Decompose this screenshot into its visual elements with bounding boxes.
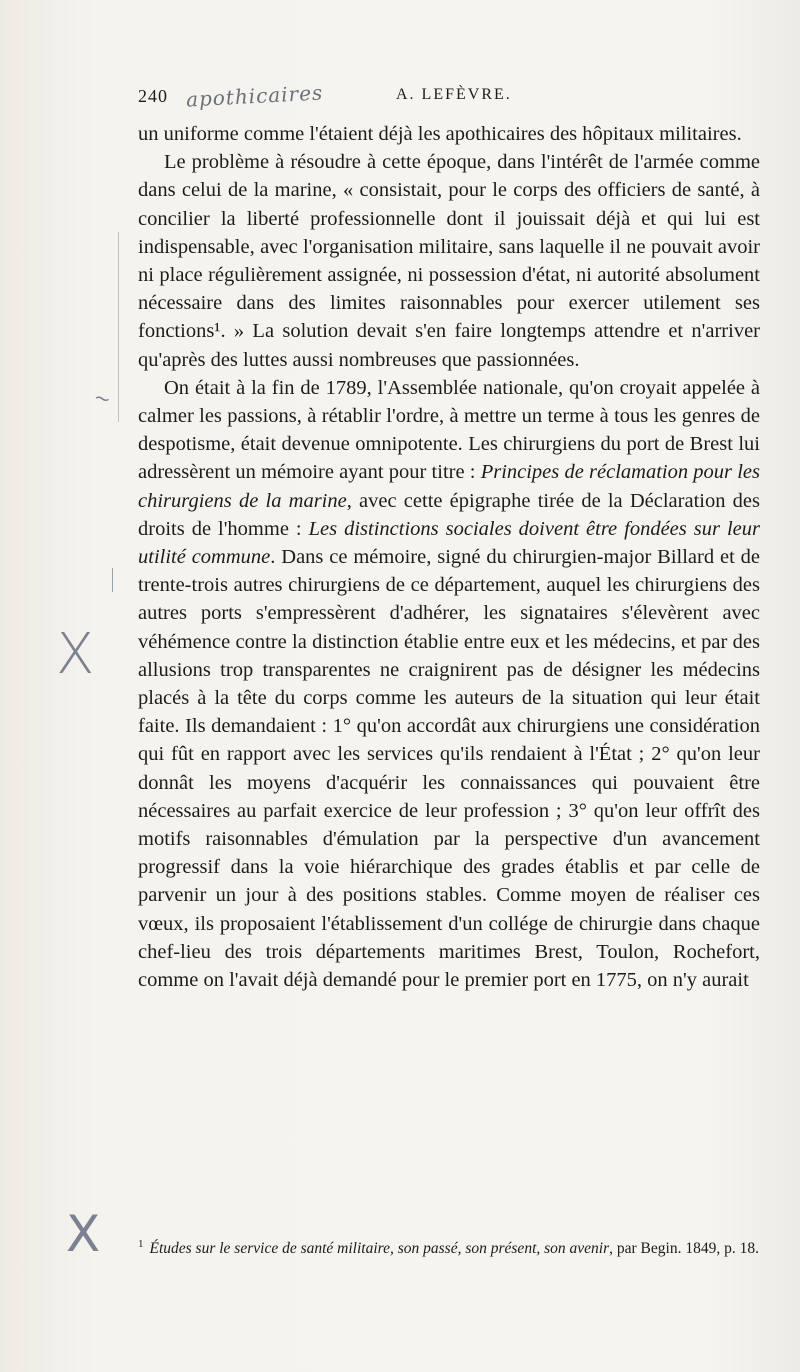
paragraph-3 xyxy=(138,374,760,994)
footnote-citation: , par Begin. 1849, p. 18. xyxy=(609,1240,759,1258)
paragraph-3-part-a: On était à la fin de 1789, l'Assemblée nationale, qu'on croyait appelée à calmer les passions, à rétablir l'ordre, à mettre un terme à tous les genres de despotisme, était devenue omnipotente. Les chirurgiens du port de Brest lui adressèrent un mémoire ayant pour titre : xyxy=(138,376,760,484)
margin-pencil-cross: X xyxy=(56,622,95,687)
running-head: A. LEFÈVRE. xyxy=(396,86,512,103)
footnote xyxy=(138,1233,760,1260)
handwritten-annotation: apothicaires xyxy=(185,80,324,112)
memoire-title: Principes de réclamation pour les chirurgiens de la marine xyxy=(138,461,760,512)
body-text xyxy=(138,120,760,994)
page-number: 240 xyxy=(138,86,168,106)
margin-pencil-bar xyxy=(112,568,114,592)
footnote-title: Études sur le service de santé militaire, son passé, son présent, son avenir xyxy=(149,1240,610,1258)
paragraph-3-part-b: , avec cette épigraphe tirée de la Déclaration des droits de l'homme : xyxy=(138,489,760,540)
margin-pencil-line xyxy=(118,232,120,422)
footnote-mark: 1 xyxy=(138,1238,144,1250)
paragraph-1: un uniforme comme l'étaient déjà les apothicaires des hôpitaux militaires. xyxy=(138,123,742,145)
paragraph-3-part-c: . Dans ce mémoire, signé du chirurgien-major Billard et de trente-trois autres chirurgiens de ce département, auquel les chirurgiens des autres ports s'empressèrent d'adhérer, les signataires s'élevèrent avec véhémence contre la distinction établie entre eux et les médecins, et par des allusions trop transparentes ne craignirent pas de désigner les médecins placés à la tête du corps comme les auteurs de la situation qui leur était faite. Ils demandaient : 1° qu'on accordât aux chirurgiens une considération qui fût en rapport avec les services qu'ils rendaient à l'État ; 2° qu'on leur donnât les moyens d'acquérir les connaissances qui pouvaient être nécessaires au parfait exercice de leur profession ; 3° qu'on leur offrît des motifs raisonnables d'émulation par la perspective d'un avancement progressif dans la voie hiérarchique des grades établis et par celle de parvenir un jour à des positions stables. Comme moyen de réaliser ces vœux, ils proposaient l'établissement d'un collége de chirurgie dans chaque chef-lieu des trois départements maritimes Brest, Toulon, Rochefort, comme on l'avait déjà demandé pour le premier port en 1775, on n'y aurait xyxy=(138,546,760,992)
margin-pencil-dash: ~ xyxy=(91,384,114,412)
page-header xyxy=(138,80,758,112)
epigraph: Les distinctions sociales doivent être fondées sur leur utilité commune xyxy=(138,517,760,569)
margin-pencil-cross-bottom: X xyxy=(66,1205,101,1263)
paragraph-2: Le problème à résoudre à cette époque, dans l'intérêt de l'armée comme dans celui de la marine, « consistait, pour le corps des officiers de santé, à concilier la liberté professionnelle dont il jouissait déjà et qui lui est indispensable, avec l'organisation militaire, sans laquelle il ne pouvait avoir ni place régulièrement assignée, ni possession d'état, ni autorité absolument nécessaire dans des limites raisonnables pour exercer utilement ses fonctions¹. » La solution devait s'en faire longtemps attendre et n'arriver qu'après des luttes aussi nombreuses que passionnées. xyxy=(138,151,760,371)
